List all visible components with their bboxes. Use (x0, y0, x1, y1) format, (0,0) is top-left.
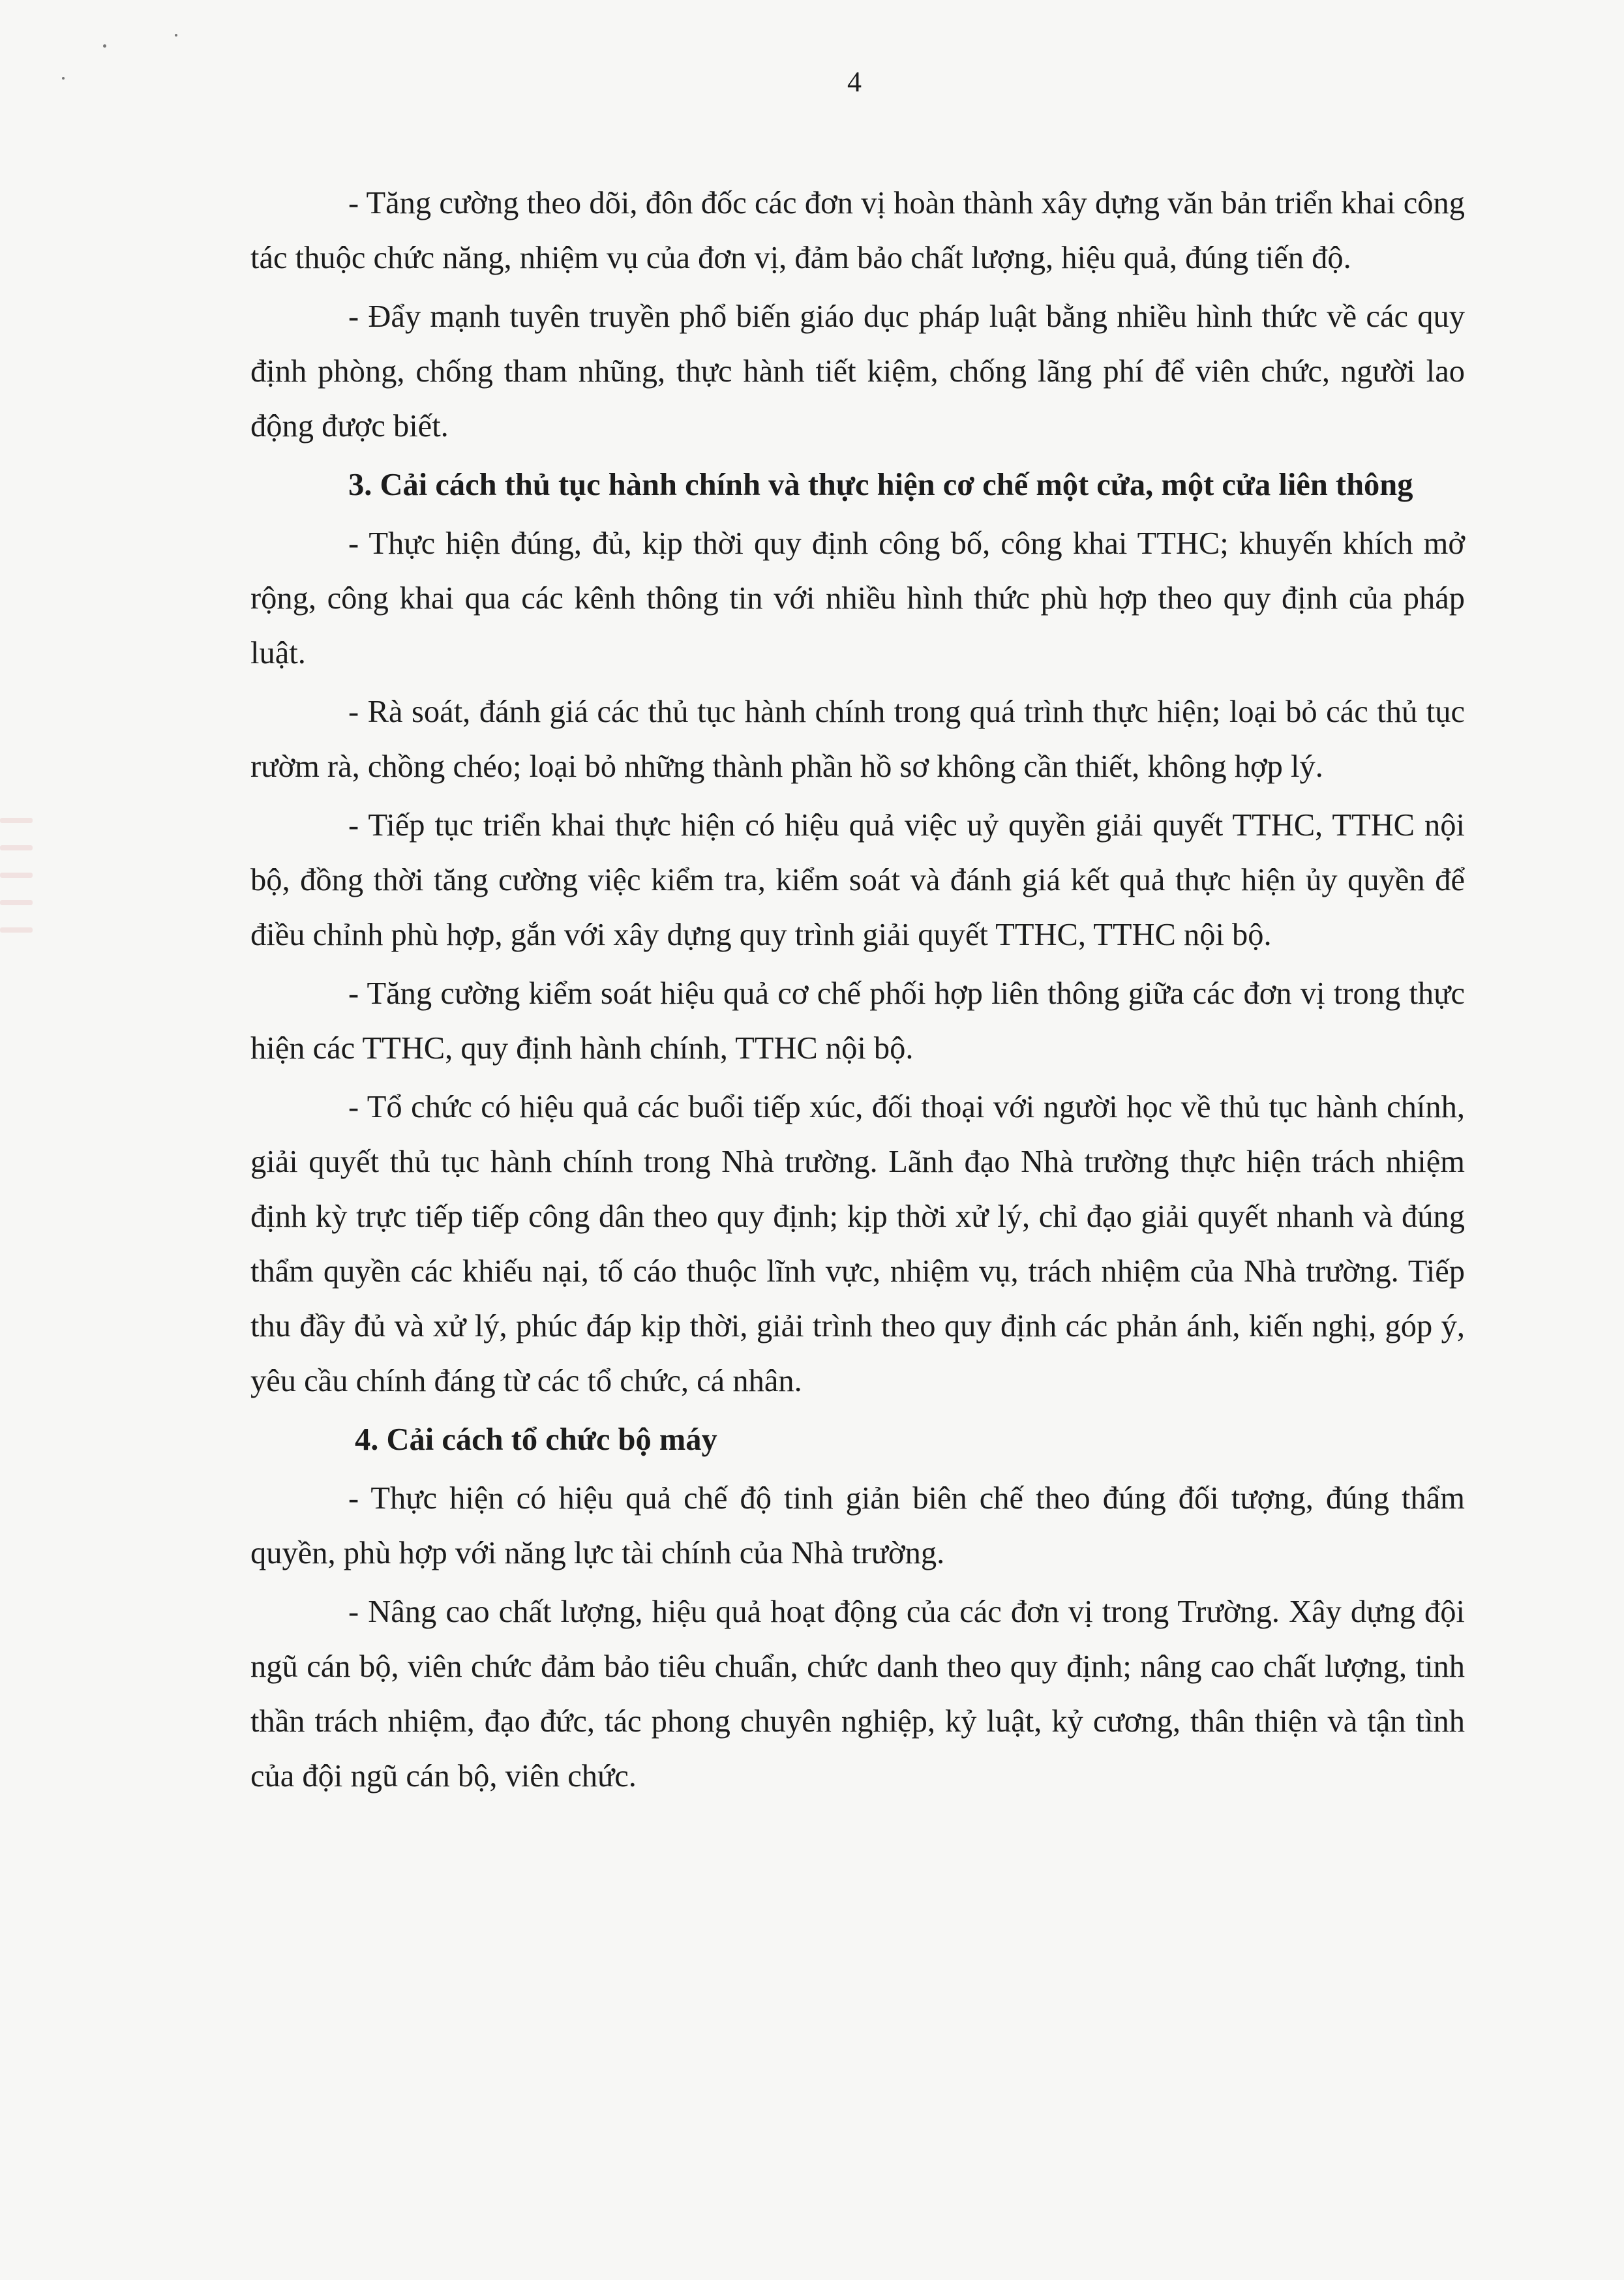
scan-speck (175, 34, 177, 37)
paragraph-publicize-procedures: - Thực hiện đúng, đủ, kịp thời quy định công bố, công khai TTHC; khuyến khích mở rộng, công khai qua các kênh thông tin với nhiều hình thức phù hợp theo quy định của pháp luật. (250, 526, 1465, 670)
paragraph-review-procedures: - Rà soát, đánh giá các thủ tục hành chính trong quá trình thực hiện; loại bỏ các thủ tục rườm rà, chồng chéo; loại bỏ những thành phần hồ sơ không cần thiết, không hợp lý. (250, 695, 1465, 784)
body-text (250, 176, 1465, 1808)
paragraph-dialogue: - Tổ chức có hiệu quả các buổi tiếp xúc, đối thoại với người học về thủ tục hành chính, giải quyết thủ tục hành chính trong Nhà trường. Lãnh đạo Nhà trường thực hiện trách nhiệm định kỳ trực tiếp tiếp công dân theo quy định; kịp thời xử lý, chỉ đạo giải quyết nhanh và đúng thẩm quyền các khiếu nại, tố cáo thuộc lĩnh vực, nhiệm vụ, trách nhiệm của Nhà trường. Tiếp thu đầy đủ và xử lý, phúc đáp kịp thời, giải trình theo quy định các phản ánh, kiến nghị, góp ý, yêu cầu chính đáng từ các tổ chức, cá nhân. (250, 1090, 1465, 1398)
paragraph-coordination: - Tăng cường kiểm soát hiệu quả cơ chế phối hợp liên thông giữa các đơn vị trong thực hiện các TTHC, quy định hành chính, TTHC nội bộ. (250, 976, 1465, 1066)
margin-bleed-marks (0, 796, 46, 1070)
paragraph-quality-improvement: - Nâng cao chất lượng, hiệu quả hoạt động của các đơn vị trong Trường. Xây dựng đội ngũ cán bộ, viên chức đảm bảo tiêu chuẩn, chức danh theo quy định; nâng cao chất lượng, tinh thần trách nhiệm, đạo đức, tác phong chuyên nghiệp, kỷ luật, kỷ cương, thân thiện và tận tình của đội ngũ cán bộ, viên chức. (250, 1595, 1465, 1793)
heading-section-3: 3. Cải cách thủ tục hành chính và thực hiện cơ chế một cửa, một cửa liên thông (348, 468, 1413, 502)
paragraph-delegation: - Tiếp tục triển khai thực hiện có hiệu quả việc uỷ quyền giải quyết TTHC, TTHC nội bộ, đồng thời tăng cường việc kiểm tra, kiểm soát và đánh giá kết quả thực hiện ủy quyền để điều chỉnh phù hợp, gắn với xây dựng quy trình giải quyết TTHC, TTHC nội bộ. (250, 808, 1465, 952)
scan-speck (103, 44, 106, 48)
paragraph-staff-streamlining: - Thực hiện có hiệu quả chế độ tinh giản biên chế theo đúng đối tượng, đúng thẩm quyền, phù hợp với năng lực tài chính của Nhà trường. (250, 1481, 1465, 1570)
paragraph-legal-education: - Đẩy mạnh tuyên truyền phổ biến giáo dục pháp luật bằng nhiều hình thức về các quy định phòng, chống tham nhũng, thực hành tiết kiệm, chống lãng phí để viên chức, người lao động được biết. (250, 299, 1465, 443)
paragraph-monitoring: - Tăng cường theo dõi, đôn đốc các đơn vị hoàn thành xây dựng văn bản triển khai công tác thuộc chức năng, nhiệm vụ của đơn vị, đảm bảo chất lượng, hiệu quả, đúng tiến độ. (250, 186, 1465, 275)
heading-section-4: 4. Cải cách tổ chức bộ máy (355, 1422, 717, 1457)
page-number: 4 (847, 66, 862, 98)
